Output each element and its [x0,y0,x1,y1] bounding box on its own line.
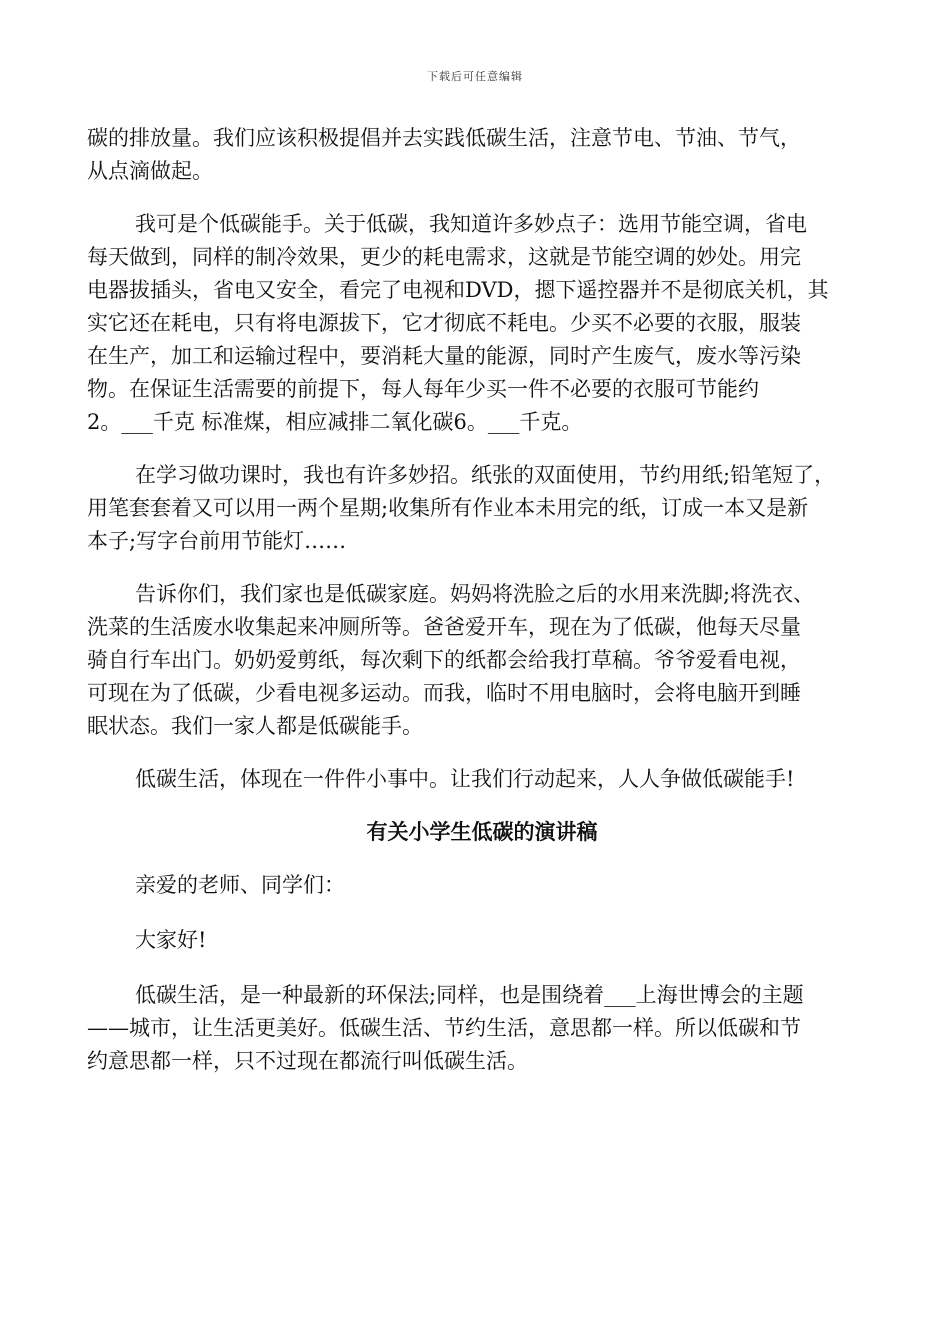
text-line: 在学习做功课时，我也有许多妙招。纸张的双面使用，节约用纸;铅笔短了， [135,463,836,487]
paragraph-conclusion [87,763,877,796]
text-line: 本子;写字台前用节能灯…… [87,529,347,553]
text-line: 约意思都一样，只不过现在都流行叫低碳生活。 [87,1049,528,1073]
text-line: 骑自行车出门。奶奶爱剪纸，每次剩下的纸都会给我打草稿。爷爷爱看电视， [87,648,801,672]
text-line: 2。___千克 标准煤，相应减排二氧化碳6。___千克。 [87,410,583,434]
paragraph-homework-tips [87,459,877,558]
text-line: ——城市，让生活更美好。低碳生活、节约生活，意思都一样。所以低碳和节 [87,1016,801,1040]
text-line: 低碳生活，是一种最新的环保法;同样，也是围绕着___上海世博会的主题 [135,983,804,1007]
text-line: 我可是个低碳能手。关于低碳，我知道许多妙点子：选用节能空调，省电 [135,212,807,236]
text-line: 实它还在耗电，只有将电源拔下，它才彻底不耗电。少买不必要的衣服，服装 [87,311,801,335]
text-line: 低碳生活，体现在一件件小事中。让我们行动起来，人人争做低碳能手! [135,767,795,791]
text-line: 可现在为了低碳，少看电视多运动。而我，临时不用电脑时，会将电脑开到睡 [87,681,801,705]
paragraph-hello [87,924,877,957]
text-line: 亲爱的老师、同学们： [135,873,345,897]
paragraph-greeting [87,869,877,902]
text-line: 电器拔插头，省电又安全，看完了电视和DVD，摁下遥控器并不是彻底关机，其 [87,278,829,302]
text-line: 大家好! [135,928,207,952]
paragraph-carbon-emission [87,122,877,188]
text-line: 眠状态。我们一家人都是低碳能手。 [87,714,423,738]
text-line: 物。在保证生活需要的前提下，每人每年少买一件不必要的衣服可节能约 [87,377,759,401]
paragraph-speech-body [87,979,877,1078]
paragraph-low-carbon-expert [87,208,877,439]
text-line: 从点滴做起。 [87,159,213,183]
page-header: 下载后可任意编辑 [427,70,523,83]
text-line: 告诉你们，我们家也是低碳家庭。妈妈将洗脸之后的水用来洗脚;将洗衣、 [135,582,815,606]
section-title: 有关小学生低碳的演讲稿 [366,820,598,844]
text-line: 用笔套套着又可以用一两个星期;收集所有作业本未用完的纸，订成一本又是新 [87,496,809,520]
text-line: 在生产，加工和运输过程中，要消耗大量的能源，同时产生废气，废水等污染 [87,344,801,368]
text-line: 每天做到，同样的制冷效果，更少的耗电需求，这就是节能空调的妙处。用完 [87,245,801,269]
paragraph-low-carbon-family [87,578,877,743]
text-line: 洗菜的生活废水收集起来冲厕所等。爸爸爱开车，现在为了低碳，他每天尽量 [87,615,801,639]
document-body [87,122,877,1098]
text-line: 碳的排放量。我们应该积极提倡并去实践低碳生活，注意节电、节油、节气， [87,126,801,150]
